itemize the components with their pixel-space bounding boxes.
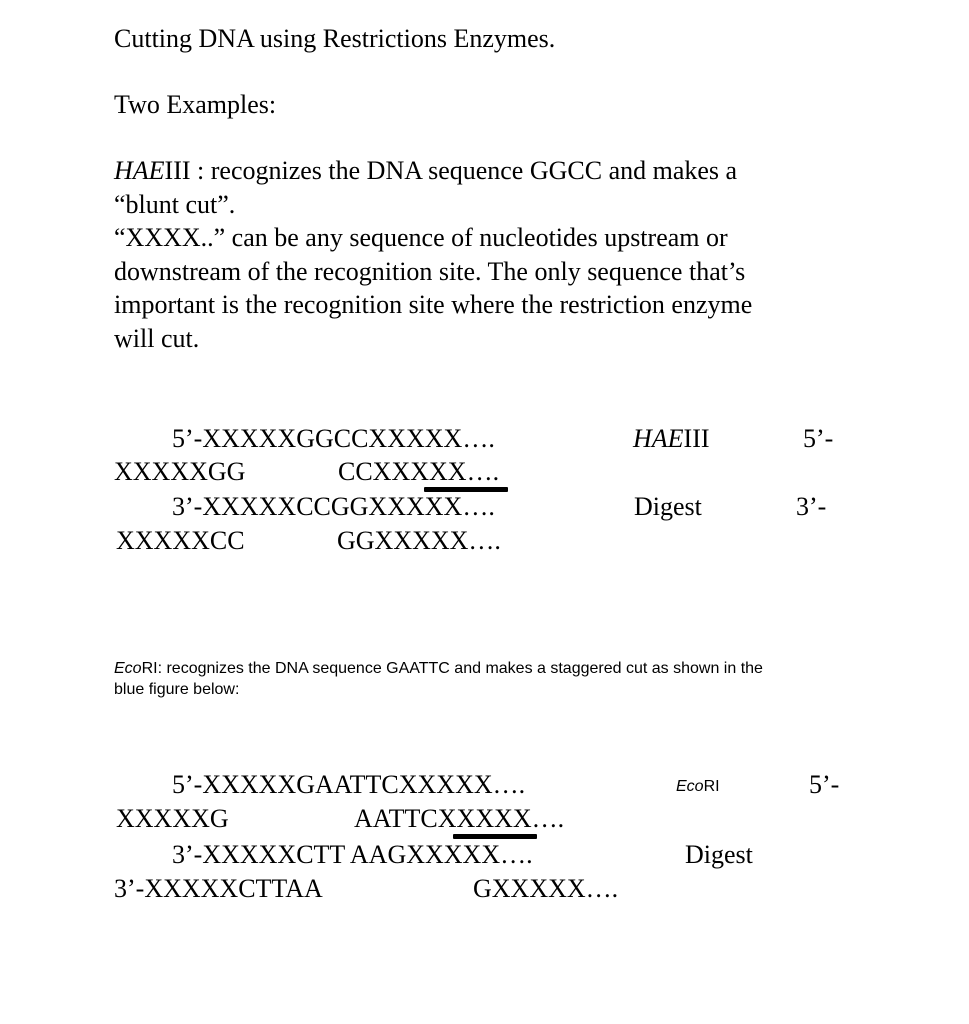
haeiii-description xyxy=(114,154,834,355)
ecori-description-line-2: blue figure below: xyxy=(114,681,240,698)
haeiii-description-line-6: will cut. xyxy=(114,323,200,353)
haeiii-top-prime: 5’- xyxy=(803,424,834,453)
haeiii-description-line-1: HAEIII : recognizes the DNA sequence GGCC and makes a xyxy=(114,156,738,185)
haeiii-name-plain: III xyxy=(164,156,191,185)
ecori-fragment-top-left: XXXXXG xyxy=(116,804,229,833)
haeiii-fragment-top-right: CCXXXXX…. xyxy=(338,457,500,486)
ecori-top-prime: 5’- xyxy=(809,770,840,799)
ecori-bottom-strand: 3’-XXXXXCTT AAGXXXXX…. xyxy=(172,840,533,869)
ecori-fragment-bottom-left: 3’-XXXXXCTTAA xyxy=(114,874,323,903)
section-subtitle: Two Examples: xyxy=(114,90,277,119)
haeiii-top-strand: 5’-XXXXXGGCCXXXXX…. xyxy=(172,424,495,453)
haeiii-description-line-3: “XXXX..” can be any sequence of nucleotides upstream or xyxy=(114,223,728,252)
haeiii-fragment-bottom-right: GGXXXXX…. xyxy=(337,526,501,555)
haeiii-fragment-bottom-left: XXXXXCC xyxy=(116,526,245,555)
ecori-description xyxy=(114,658,763,700)
haeiii-fragment-top-left: XXXXXGG xyxy=(114,457,246,486)
ecori-top-strand: 5’-XXXXXGAATTCXXXXX…. xyxy=(172,770,526,799)
haeiii-digest-label: Digest xyxy=(634,492,702,521)
ecori-digest-label: Digest xyxy=(685,840,753,869)
haeiii-enzyme-label: HAEIII xyxy=(633,424,710,453)
ecori-description-line-1: EcoRI: recognizes the DNA sequence GAATTC and makes a staggered cut as shown in the xyxy=(114,660,763,677)
haeiii-description-line-2: “blunt cut”. xyxy=(114,189,236,219)
page-title: Cutting DNA using Restrictions Enzymes. xyxy=(114,24,556,53)
ecori-fragment-top-right: AATTCXXXXX…. xyxy=(354,804,565,833)
haeiii-description-line-5: important is the recognition site where the restriction enzyme xyxy=(114,290,753,319)
ecori-cut-bar xyxy=(453,834,537,839)
haeiii-name-italic: HAE xyxy=(114,156,165,185)
haeiii-description-line-4: downstream of the recognition site. The only sequence that’s xyxy=(114,256,746,286)
ecori-enzyme-label: EcoRI xyxy=(676,778,720,795)
haeiii-bottom-strand: 3’-XXXXXCCGGXXXXX…. xyxy=(172,492,495,521)
haeiii-bottom-prime: 3’- xyxy=(796,492,827,521)
ecori-fragment-bottom-right: GXXXXX…. xyxy=(473,874,619,903)
